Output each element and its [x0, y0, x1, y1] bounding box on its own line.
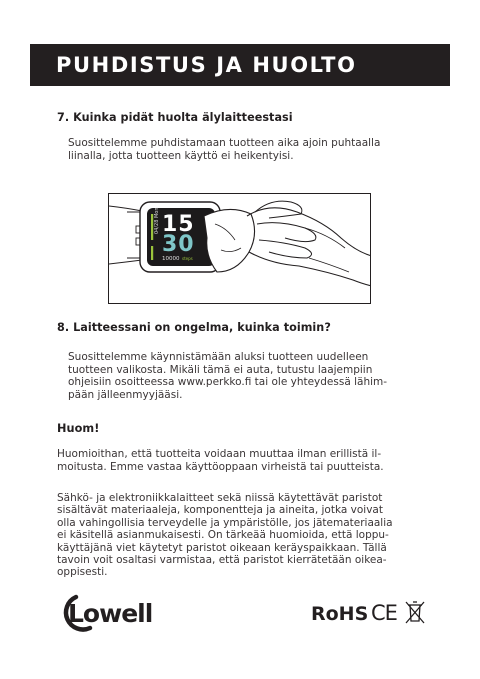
- watch-cleaning-drawing: [109, 194, 371, 304]
- certification-marks: [311, 599, 427, 625]
- note-line: käyttäjänä viet käytetyt paristot oikeaan keräyspaikkaan. Tällä: [57, 541, 387, 554]
- section-8-line: tuotteen valikosta. Mikäli tämä ei auta, tutustu laajempiin: [68, 363, 373, 376]
- section-8-body: [68, 351, 387, 401]
- section-banner: PUHDISTUS JA HUOLTO: [30, 44, 450, 86]
- lowell-wordmark: Lowell: [68, 599, 153, 628]
- section-8-line: pään jälleenmyyjääsi.: [68, 388, 183, 401]
- watch-date: 04/28 Mon: [154, 207, 160, 234]
- note-paragraph-2: [57, 492, 393, 579]
- lowell-logo: [54, 591, 170, 637]
- note-line: olla vahingollisia terveydelle ja ympäristölle, jos jätemateriaalia: [57, 516, 393, 529]
- watch-steps: 10000: [162, 256, 180, 262]
- section-7-line: liinalla, jotta tuotteen käyttö ei heikentyisi.: [68, 149, 294, 162]
- section-8-heading: 8. Laitteessani on ongelma, kuinka toimin?: [57, 321, 331, 334]
- section-7-heading: 7. Kuinka pidät huolta älylaitteestasi: [57, 111, 293, 124]
- note-line: oppisesti.: [57, 566, 108, 579]
- note-line: Huomioithan, että tuotteita voidaan muuttaa ilman erillistä il-: [57, 448, 382, 460]
- section-8-line: ohjeisiin osoitteessa www.perkko.fi tai ole yhteydessä lähim-: [68, 376, 388, 389]
- note-line: ei käsitellä asianmukaisesti. On tärkeää huomioida, että loppu-: [57, 529, 389, 542]
- ce-mark: CE: [371, 601, 397, 625]
- section-7-line: Suosittelemme puhdistamaan tuotteen aika ajoin puhtaalla: [68, 137, 381, 149]
- note-heading: Huom!: [57, 422, 100, 435]
- note-line: tavoin voit osaltasi varmistaa, että paristot kierrätetään oikea-: [57, 554, 387, 567]
- note-paragraph-1: [57, 448, 384, 473]
- section-8-line: Suosittelemme käynnistämään aluksi tuotteen uudelleen: [68, 351, 369, 363]
- rohs-mark: RoHS: [311, 603, 369, 625]
- watch-minutes: 30: [162, 232, 195, 257]
- note-line: sisältävät materiaaleja, komponentteja ja aineita, jotka voivat: [57, 504, 383, 517]
- note-line: Sähkö- ja elektroniikkalaitteet sekä niissä käytettävät paristot: [57, 492, 383, 504]
- watch-steps-unit: steps: [182, 256, 193, 261]
- note-line: moitusta. Emme vastaa käyttöoppaan virheistä tai puutteista.: [57, 460, 384, 473]
- cleaning-illustration: [108, 193, 371, 304]
- weee-bin-icon: [406, 602, 424, 623]
- watch-hours: 15: [162, 212, 195, 237]
- section-7-body: [68, 137, 380, 162]
